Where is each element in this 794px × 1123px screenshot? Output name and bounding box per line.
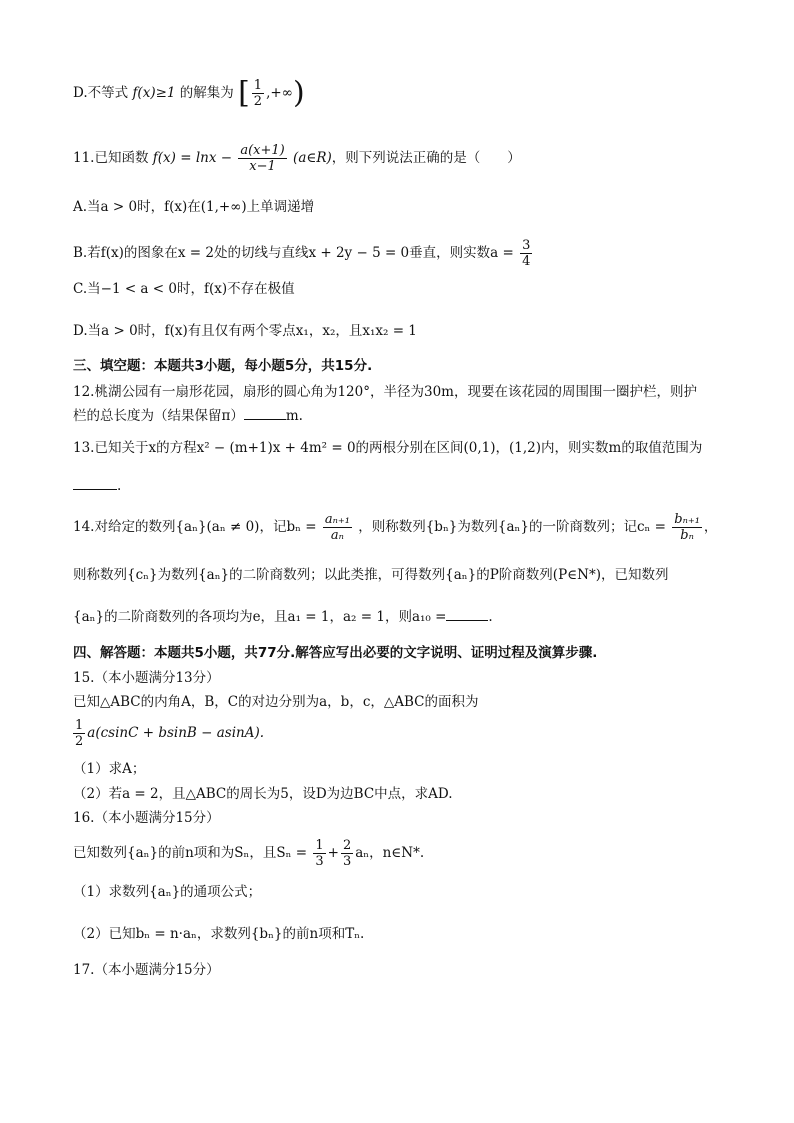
q15-part1: （1）求A； bbox=[73, 761, 146, 777]
q14-l1-c: ， bbox=[703, 519, 718, 535]
q11-option-b bbox=[73, 238, 734, 269]
q11-option-b-text: B.若f(x)的图象在x = 2处的切线与直线x + 2y − 5 = 0垂直，则实数a = bbox=[73, 245, 514, 261]
q14-line3 bbox=[73, 606, 734, 627]
q12-line2 bbox=[73, 405, 734, 426]
question-11 bbox=[73, 143, 734, 174]
q12-line1: 12.桃湖公园有一扇形花园，扇形的圆心角为120°，半径为30m，现要在该花园的周围围一圈护栏，则护 bbox=[73, 384, 697, 400]
q11-fraction: $\frac{a(x+1)}{x-1}$ bbox=[240, 143, 285, 174]
answer-blank-12 bbox=[244, 405, 286, 420]
option-10d-ineq: f(x)≥1 bbox=[132, 85, 176, 101]
q15-line1: 已知△ABC的内角A，B，C的对边分别为a，b，c，△ABC的面积为 bbox=[73, 694, 479, 710]
q14-fraction-c: $\frac{\text{bₙ₊₁}}{\text{bₙ}}$ bbox=[674, 512, 700, 543]
q16-part1: （1）求数列{aₙ}的通项公式； bbox=[73, 884, 262, 900]
q16-plus: + bbox=[327, 845, 339, 861]
q13-line2 bbox=[73, 475, 734, 496]
q14-l1-a: 14.对给定的数列{aₙ}(aₙ ≠ 0)，记bₙ = bbox=[73, 519, 317, 535]
q14-line3-pre: {aₙ}的二阶商数列的各项均为e，且a₁ = 1，a₂ = 1，则a₁₀ = bbox=[73, 609, 447, 625]
q16-line1 bbox=[73, 838, 734, 869]
q16-l-pre: 已知数列{aₙ}的前n项和为Sₙ，且Sₙ = bbox=[73, 845, 308, 861]
option-10d-mid: 的解集为 bbox=[179, 85, 234, 101]
q16-head: 16.（本小题满分15分） bbox=[73, 810, 220, 826]
q12-line2-post: m. bbox=[285, 408, 303, 424]
right-paren: ) bbox=[292, 75, 305, 111]
answer-blank-14 bbox=[446, 606, 488, 621]
option-10d bbox=[73, 75, 734, 111]
q14-line3-post: . bbox=[488, 609, 493, 625]
option-10d-tail: ,+∞ bbox=[266, 85, 293, 101]
q15-fraction: $\frac{1}{2}$ bbox=[75, 718, 84, 749]
q15-head: 15.（本小题满分13分） bbox=[73, 670, 220, 686]
q11-number: 11.已知函数 bbox=[73, 150, 149, 166]
q16-fraction-2: $\frac{2}{3}$ bbox=[342, 838, 352, 869]
q14-line2: 则称数列{cₙ}为数列{aₙ}的二阶商数列；以此类推，可得数列{aₙ}的P阶商数列(P∈N*)，已知数列 bbox=[73, 567, 669, 583]
q11-cond: (a∈R) bbox=[293, 150, 332, 166]
q17-head: 17.（本小题满分15分） bbox=[73, 962, 220, 978]
q11-option-a: A.当a > 0时，f(x)在(1,+∞)上单调递增 bbox=[73, 199, 315, 215]
q11-fx: f(x) = lnx − bbox=[152, 150, 233, 166]
q14-l1-b: ，则称数列{bₙ}为数列{aₙ}的一阶商数列；记cₙ = bbox=[358, 519, 666, 535]
section-4-title: 四、解答题：本题共5小题，共77分.解答应写出必要的文字说明、证明过程及演算步骤. bbox=[73, 645, 598, 661]
q15-line2 bbox=[73, 718, 734, 749]
section-3-title: 三、填空题：本题共3小题，每小题5分，共15分. bbox=[73, 358, 373, 374]
q14-line1 bbox=[73, 512, 734, 543]
q11-after: ，则下列说法正确的是（ ） bbox=[331, 150, 521, 166]
fraction-one-half: $\frac{1}{2}$ bbox=[253, 78, 263, 109]
q15-expression: a(csinC + bsinB − asinA). bbox=[87, 725, 265, 741]
q14-fraction-b: $\frac{\text{aₙ₊₁}}{\text{aₙ}}$ bbox=[324, 512, 350, 543]
option-10d-pre: D.不等式 bbox=[73, 85, 129, 101]
q11-option-d: D.当a > 0时，f(x)有且仅有两个零点x₁，x₂，且x₁x₂ = 1 bbox=[73, 323, 417, 339]
q12-line2-pre: 栏的总长度为（结果保留π） bbox=[73, 408, 244, 424]
q16-fraction-1: $\frac{1}{3}$ bbox=[315, 838, 324, 869]
q16-part2: （2）已知bₙ = n·aₙ，求数列{bₙ}的前n项和Tₙ. bbox=[73, 926, 365, 942]
q16-l-post: aₙ，n∈N*. bbox=[355, 845, 425, 861]
q15-part2: （2）若a = 2，且△ABC的周长为5，设D为边BC中点，求AD. bbox=[73, 786, 453, 802]
answer-blank-13 bbox=[73, 475, 117, 490]
q13-line1: 13.已知关于x的方程x² − (m+1)x + 4m² = 0的两根分别在区间(0,1)，(1,2)内，则实数m的取值范围为 bbox=[73, 440, 703, 456]
q13-line2-post: . bbox=[117, 478, 122, 494]
q11-option-b-fraction: $\frac{3}{4}$ bbox=[522, 238, 531, 269]
left-bracket: [ bbox=[238, 75, 250, 111]
q11-option-c: C.当−1 < a < 0时，f(x)不存在极值 bbox=[73, 281, 295, 297]
